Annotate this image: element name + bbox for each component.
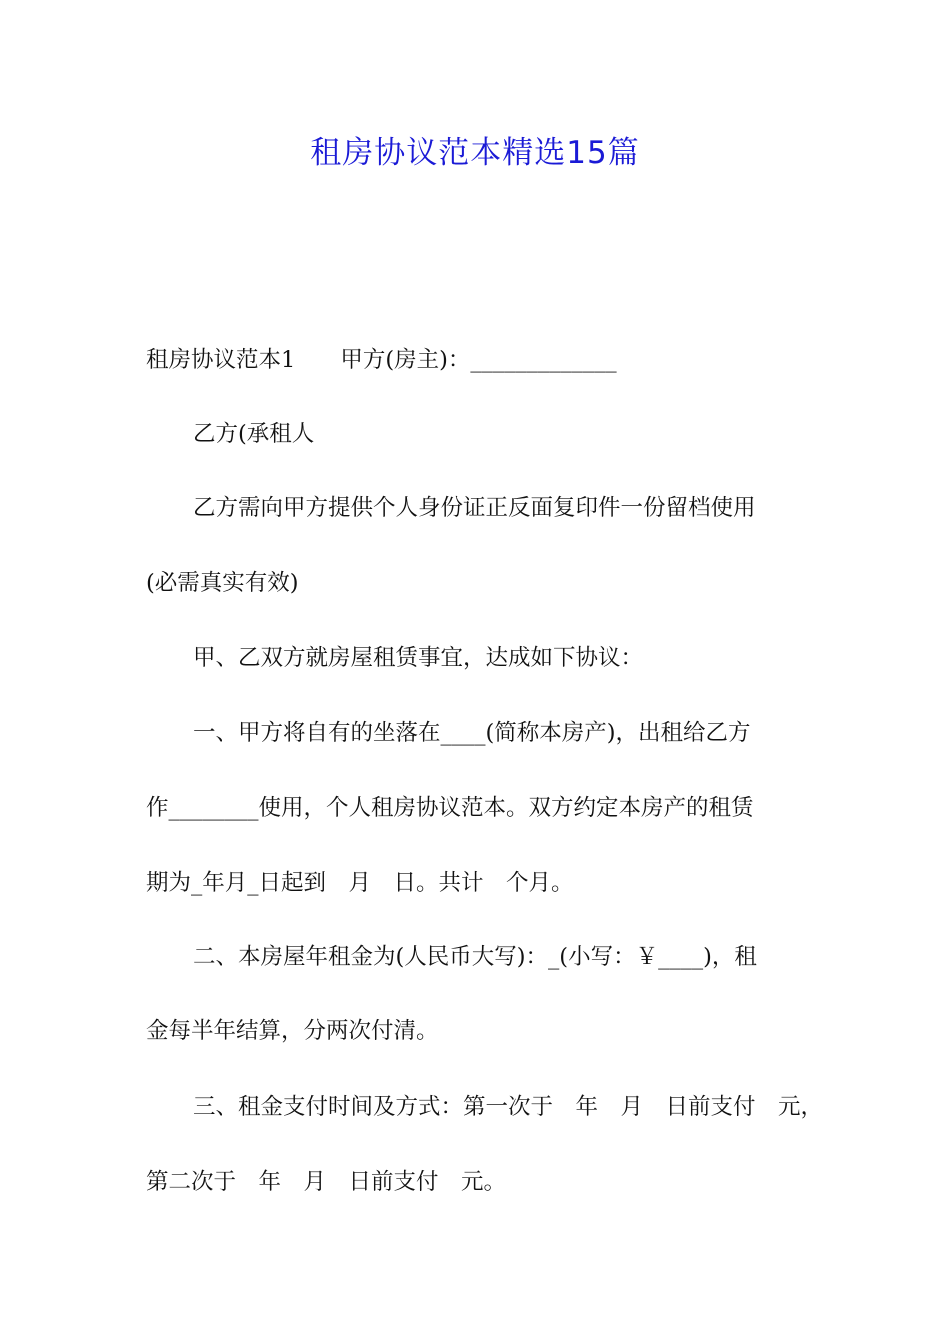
text-line: (必需真实有效) xyxy=(146,570,299,596)
text-line: 金每半年结算，分两次付清。 xyxy=(146,1018,439,1044)
text-line: 作________使用，个人租房协议范本。双方约定本房产的租赁 xyxy=(146,795,754,821)
document-title: 租房协议范本精选15篇 xyxy=(310,135,640,171)
text-line: 乙方(承租人 xyxy=(193,421,315,447)
text-line: 二、本房屋年租金为(人民币大写)：_(小写：￥____)，租 xyxy=(193,944,757,970)
text-line: 一、甲方将自有的坐落在____(简称本房产)，出租给乙方 xyxy=(193,720,751,746)
text-line: 甲、乙双方就房屋租赁事宜，达成如下协议： xyxy=(193,645,644,671)
text-line: 租房协议范本1 甲方(房主)：_____________ xyxy=(146,347,617,373)
text-line: 乙方需向甲方提供个人身份证正反面复印件一份留档使用 xyxy=(193,495,756,521)
text-line: 第二次于 年 月 日前支付 元。 xyxy=(146,1169,507,1195)
text-line: 期为_年月_日起到 月 日。共计 个月。 xyxy=(146,870,574,896)
text-line: 三、租金支付时间及方式：第一次于 年 月 日前支付 元， xyxy=(193,1094,824,1120)
